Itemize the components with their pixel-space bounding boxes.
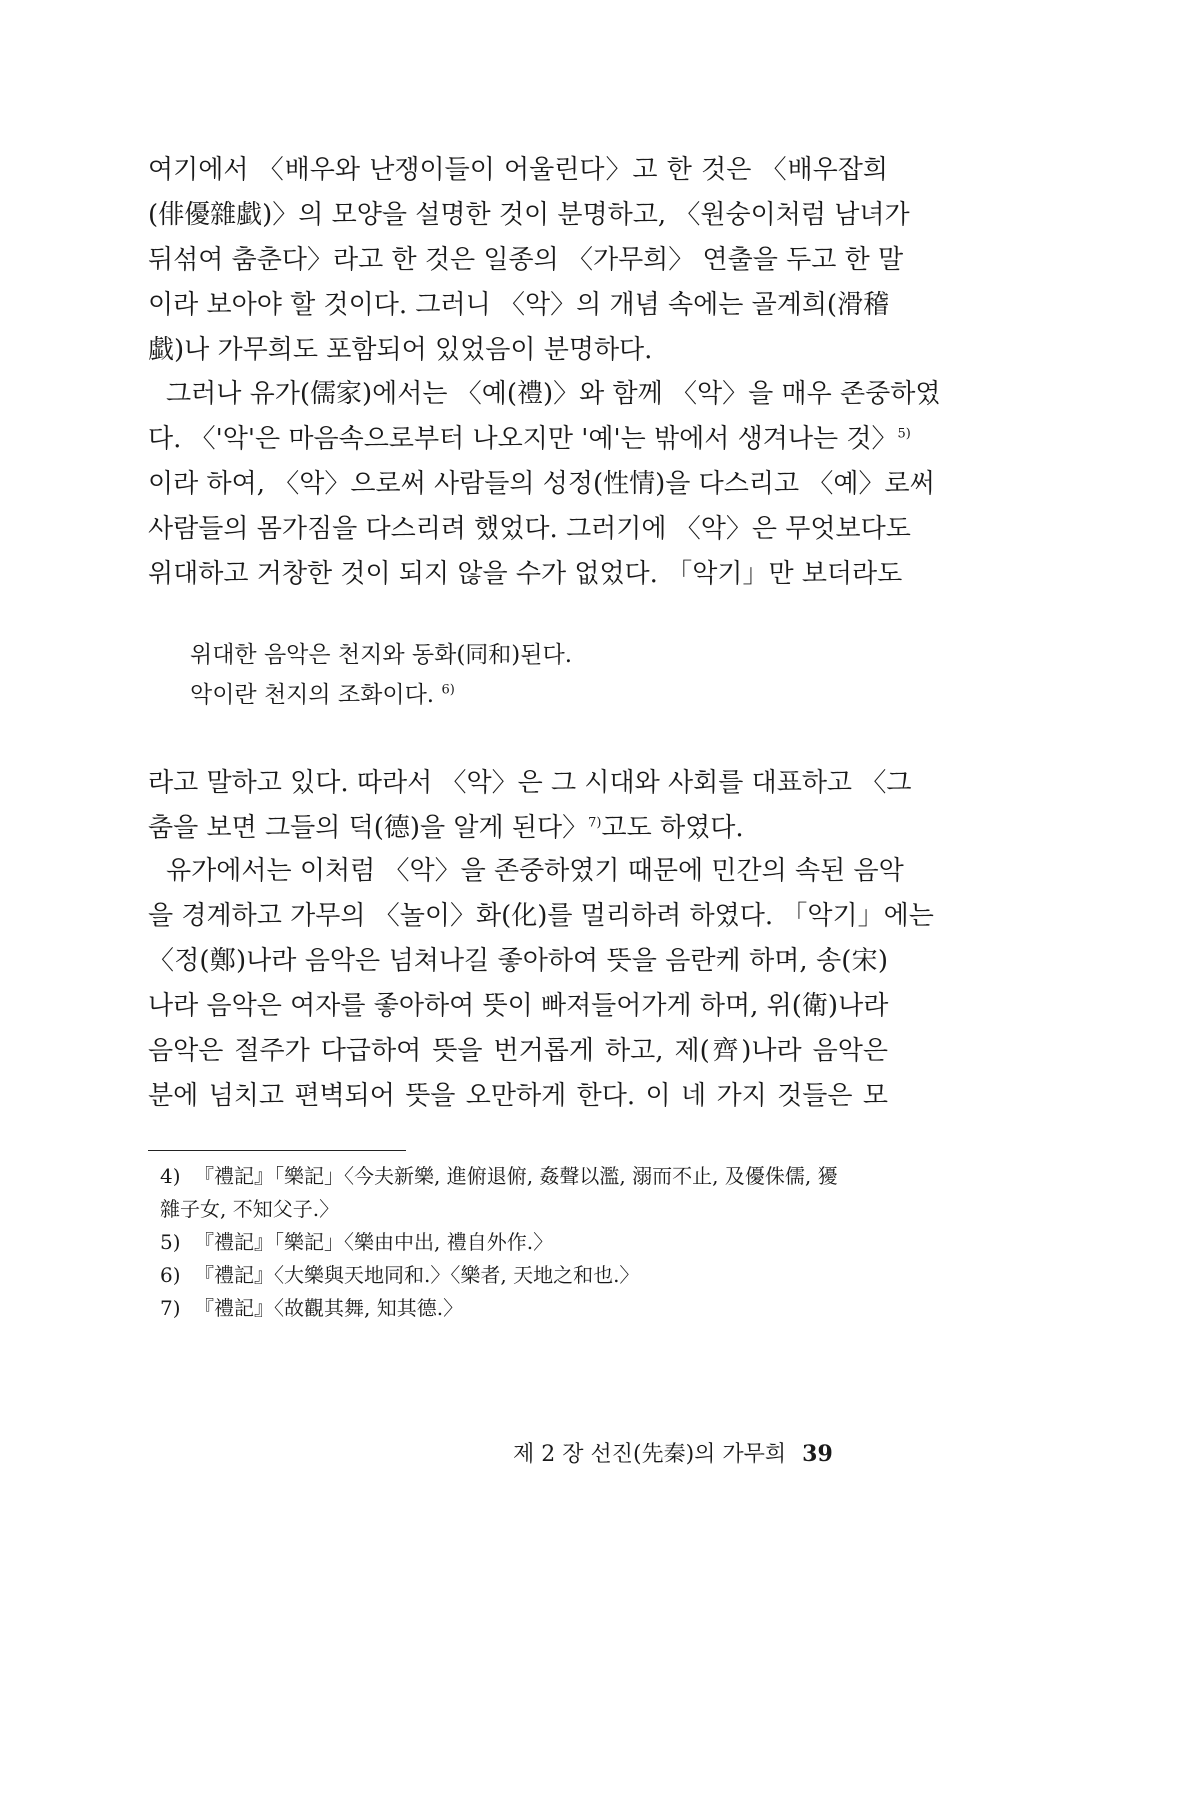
footnote-4 <box>160 1160 890 1193</box>
footnotes <box>160 1160 890 1325</box>
footnote-number: 5) <box>160 1230 181 1254</box>
block-quote-line-2 <box>190 675 850 715</box>
footnote-ref-5[interactable]: 5) <box>897 426 911 442</box>
footnote-7 <box>160 1292 890 1325</box>
paragraph-3-line-1: 라고 말하고 있다. 따라서 〈악〉은 그 시대와 사회를 대표하고 〈그 <box>148 768 912 798</box>
paragraph-3-line-2-text: 춤을 보면 그들의 덕(德)을 알게 된다〉 <box>148 813 589 843</box>
paragraph-4-line-5: 음악은 절주가 다급하여 뜻을 번거롭게 하고, 제(齊)나라 음악은 <box>148 1036 888 1066</box>
paragraph-4-line-1: 유가에서는 이처럼 〈악〉을 존중하였기 때문에 민간의 속된 음악 <box>166 856 904 886</box>
footnote-ref-7[interactable]: 7) <box>588 815 602 831</box>
running-footer <box>513 1436 889 1473</box>
paragraph-4-line-3: 〈정(鄭)나라 음악은 넘쳐나길 좋아하여 뜻을 음란케 하며, 송(宋) <box>148 946 888 976</box>
footnote-4-continuation: 雜子女, 不知父子.〉 <box>160 1197 340 1221</box>
paragraph-3-line-2 <box>148 806 888 851</box>
footnote-number: 4) <box>160 1164 181 1188</box>
paragraph-4-line-4: 나라 음악은 여자를 좋아하여 뜻이 빠져들어가게 하며, 위(衛)나라 <box>148 991 889 1021</box>
paragraph-2-line-4: 사람들의 몸가짐을 다스리려 했었다. 그러기에 〈악〉은 무엇보다도 <box>148 514 911 544</box>
footnote-divider <box>148 1150 406 1151</box>
block-quote <box>190 635 850 715</box>
footnote-6 <box>160 1259 890 1292</box>
footnote-ref-6[interactable]: 6) <box>441 682 455 698</box>
footnote-text: 『禮記』「樂記」〈今夫新樂, 進俯退俯, 姦聲以濫, 溺而不止, 及優侏儒, 獶 <box>194 1164 838 1188</box>
paragraph-1-line-1: 여기에서 〈배우와 난쟁이들이 어울린다〉고 한 것은 〈배우잡희 <box>148 155 888 185</box>
footnote-number: 6) <box>160 1263 181 1287</box>
footnote-text: 『禮記』「樂記」〈樂由中出, 禮自外作.〉 <box>194 1230 554 1254</box>
footnote-number: 7) <box>160 1296 181 1320</box>
chapter-title: 제 2 장 선진(先秦)의 가무희 <box>513 1442 787 1467</box>
footnote-text: 『禮記』〈大樂與天地同和.〉〈樂者, 天地之和也.〉 <box>194 1263 640 1287</box>
paragraph-4 <box>148 849 934 1119</box>
paragraph-4-line-6: 분에 넘치고 편벽되어 뜻을 오만하게 한다. 이 네 가지 것들은 모 <box>148 1081 888 1111</box>
paragraph-2-line-2 <box>148 417 911 462</box>
paragraph-2-line-5: 위대하고 거창한 것이 되지 않을 수가 없었다. 「악기」만 보더라도 <box>148 559 903 589</box>
paragraph-4-line-2: 을 경계하고 가무의 〈놀이〉화(化)를 멀리하려 하였다. 「악기」에는 <box>148 901 934 931</box>
paragraph-3 <box>148 761 912 851</box>
footnote-5 <box>160 1226 890 1259</box>
block-quote-line-1: 위대한 음악은 천지와 동화(同和)된다. <box>190 642 573 668</box>
paragraph-2-line-3: 이라 하여, 〈악〉으로써 사람들의 성정(性情)을 다스리고 〈예〉로써 <box>148 469 935 499</box>
page-number: 39 <box>802 1441 833 1467</box>
paragraph-1-line-3: 뒤섞여 춤춘다〉라고 한 것은 일종의 〈가무희〉 연출을 두고 한 말 <box>148 245 904 275</box>
paragraph-2 <box>148 372 941 597</box>
paragraph-1 <box>148 148 910 373</box>
paragraph-2-line-2-text: 다. 〈'악'은 마음속으로부터 나오지만 '예'는 밖에서 생겨나는 것〉 <box>148 424 898 454</box>
paragraph-1-line-4: 이라 보아야 할 것이다. 그러니 〈악〉의 개념 속에는 골계희(滑稽 <box>148 290 890 320</box>
block-quote-line-2-text: 악이란 천지의 조화이다. <box>190 682 435 708</box>
paragraph-3-line-2-after: 고도 하였다. <box>601 813 744 843</box>
footnote-text: 『禮記』〈故觀其舞, 知其德.〉 <box>194 1296 464 1320</box>
paragraph-2-line-1: 그러나 유가(儒家)에서는 〈예(禮)〉와 함께 〈악〉을 매우 존중하였 <box>166 379 941 409</box>
paragraph-1-line-2: (俳優雜戱)〉의 모양을 설명한 것이 분명하고, 〈원숭이처럼 남녀가 <box>148 200 910 230</box>
paragraph-1-line-5: 戱)나 가무희도 포함되어 있었음이 분명하다. <box>148 335 653 365</box>
